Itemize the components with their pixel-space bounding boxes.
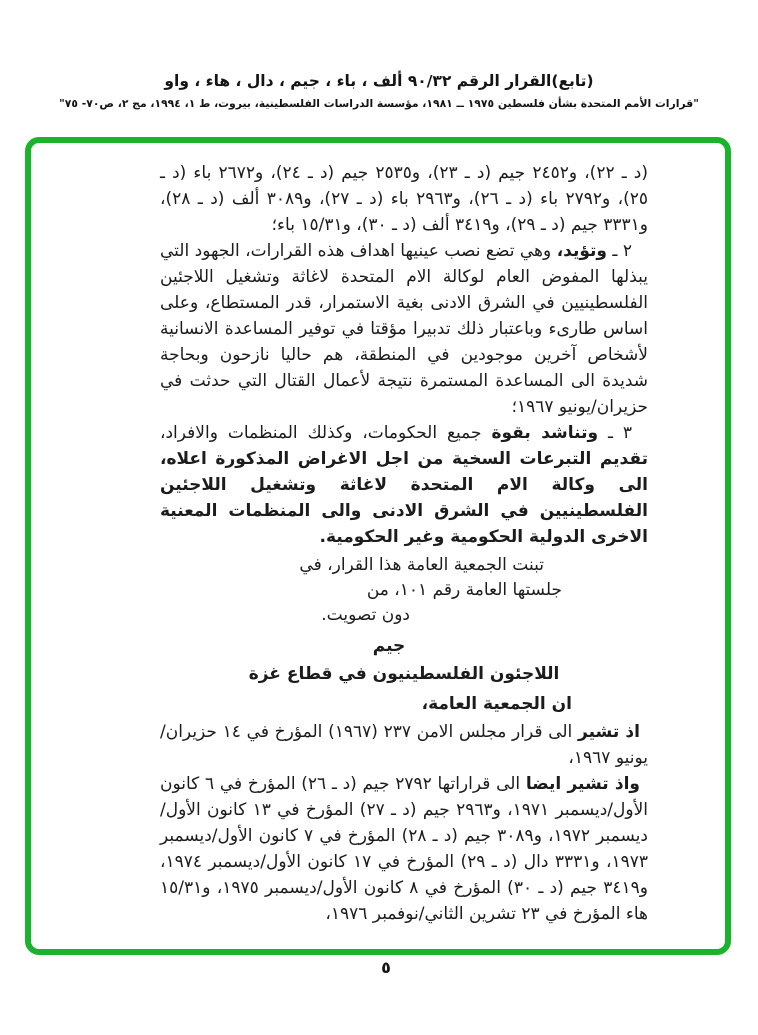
section-letter: جيم xyxy=(372,636,406,656)
paragraph-3-operative-verb: وتناشد بقوة xyxy=(491,423,599,443)
adoption-note-line: دون تصويت. xyxy=(321,605,410,625)
operative-paragraph-3 xyxy=(160,420,648,550)
resolutions-list-continuation: (د ـ ٢٢)، و٢٤٥٢ جيم (د ـ ٢٣)، و٢٥٣٥ جيم (د ـ ٢٤)، و٢٦٧٢ باء (د ـ ٢٥)، و٢٧٩٢ باء (د ـ ٢٦)، و٢٩٦٣ باء (د ـ ٢٧)، و٣٠٨٩ ألف (د ـ ٢٨)، و٣٣٣١ جيم (د ـ ٢٩)، و٣٤١٩ ألف (د ـ ٣٠)، و١٥/٣١ باء؛ xyxy=(160,163,649,235)
adoption-note-line: تبنت الجمعية العامة هذا القرار، في xyxy=(299,555,544,575)
adoption-note xyxy=(160,553,648,628)
recital-1-text: الى قرار مجلس الامن ٢٣٧ (١٩٦٧) المؤرخ في ١٤ حزيران/يونيو ١٩٦٧، xyxy=(160,722,648,768)
recital-2-text: الى قراراتها ٢٧٩٢ جيم (د ـ ٢٦) المؤرخ في ٦ كانون الأول/ديسمبر ١٩٧١، و٢٩٦٣ جيم (د ـ ٢٧) المؤرخ في ١٣ كانون الأول/ديسمبر ١٩٧٢، و٣٠٨٩ جيم (د ـ ٢٨) المؤرخ في ٧ كانون الأول/ديسمبر ١٩٧٣، و٣٣٣١ دال (د ـ ٢٩) المؤرخ في ١٧ كانون الأول/ديسمبر ١٩٧٤، و٣٤١٩ جيم (د ـ ٣٠) المؤرخ في ٨ كانون الأول/ديسمبر ١٩٧٥، و١٥/٣١ هاء المؤرخ في ٢٣ تشرين الثاني/نوفمبر ١٩٧٦، xyxy=(160,774,648,924)
resolution-continuation-title: (تابع)القرار الرقم ٩٠/٣٢ ألف ، باء ، جيم ، دال ، هاء ، واو xyxy=(164,72,594,90)
page-number: ٥ xyxy=(381,958,391,977)
recital-1-lead: اذ تشير xyxy=(578,722,640,742)
adoption-note-line: جلستها العامة رقم ١٠١، من xyxy=(366,580,562,600)
page-header xyxy=(0,72,758,110)
preamble-opener: ان الجمعية العامة، xyxy=(421,694,572,714)
paragraph-2-operative-verb: وتؤيد، xyxy=(556,241,607,261)
paragraph-2-text: وهي تضع نصب عينيها اهداف هذه القرارات، الجهود التي يبذلها المفوض العام لوكالة الام المتحدة لاغاثة وتشغيل اللاجئين الفلسطينيين في الشرق الادنى بغية الاستمرار، قدر المستطاع، وعلى اساس طارىء وباعتبار ذلك تدبيرا مؤقتا في توفير المساعدة الانسانية لأشخاص آخرين موجودين في المنطقة، هم حاليا نازحون وبحاجة شديدة الى المساعدة المستمرة نتيجة لأعمال القتال التي حدثت في حزيران/يونيو ١٩٦٧؛ xyxy=(160,241,648,417)
recital-2 xyxy=(160,771,648,927)
paragraph-3-text-bold: تقديم التبرعات السخية من اجل الاغراض المذكورة اعلاه، الى وكالة الام المتحدة لاغاثة وتشغيل اللاجئين الفلسطينيين في الشرق الادنى والى المنظمات المعنية الاخرى الدولية الحكومية وغير الحكومية. xyxy=(160,449,648,547)
operative-paragraph-2 xyxy=(160,238,648,420)
paragraph-3-number: ٣ ـ xyxy=(598,423,633,443)
paragraph-2-number: ٢ ـ xyxy=(606,241,632,261)
resolution-text-block xyxy=(160,160,648,927)
recital-1 xyxy=(160,719,648,771)
paragraph-3-text: جميع الحكومات، وكذلك المنظمات والافراد، xyxy=(160,423,492,443)
recital-2-lead: واذ تشير ايضا xyxy=(525,774,640,794)
source-citation: "قرارات الأمم المتحدة بشأن فلسطين ١٩٧٥ ــ ١٩٨١، مؤسسة الدراسات الفلسطينية، بيروت، ط ١، ١٩٩٤، مج ٢، ص٧٠- ٧٥" xyxy=(59,97,699,110)
section-title: اللاجئون الفلسطينيون في قطاع غزة xyxy=(248,664,560,684)
